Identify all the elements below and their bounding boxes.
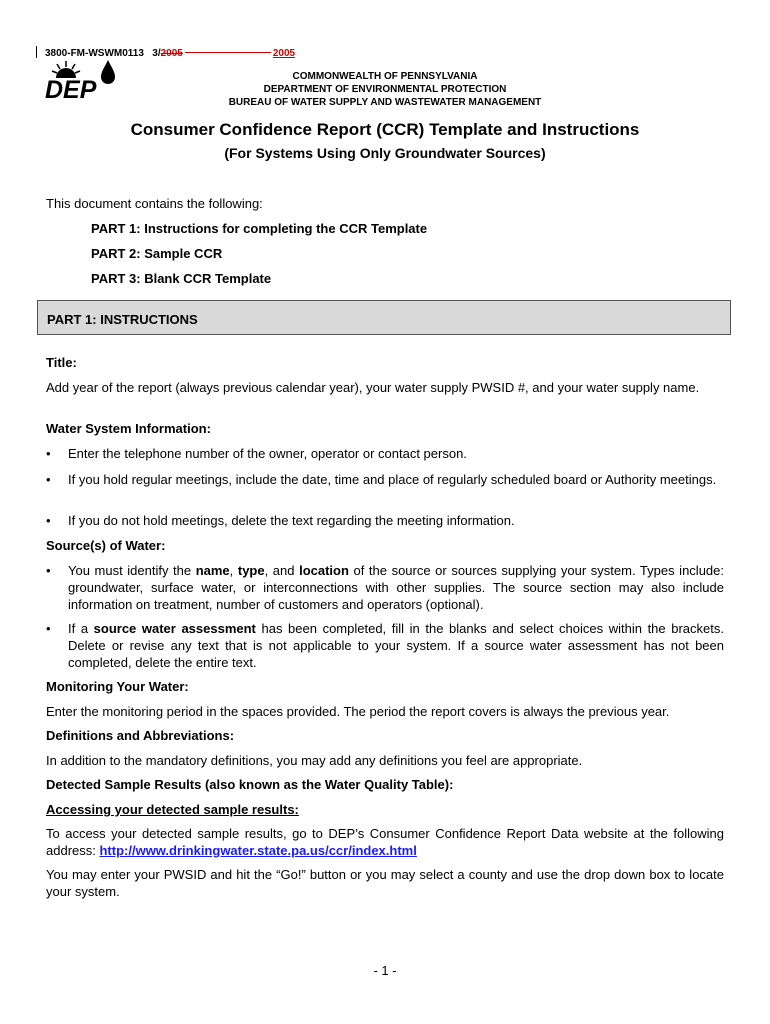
bullet-dot: • [46,513,51,528]
sources-b2-bold: source water assessment [93,621,256,636]
title-instructions: Add year of the report (always previous calendar year), your water supply PWSID #, and your water supply name. [46,380,700,395]
detected-results-heading: Detected Sample Results (also known as the Water Quality Table): [46,777,454,792]
sources-bullet-1 [68,562,724,613]
wsi-bullet-3: If you do not hold meetings, delete the text regarding the meeting information. [68,513,515,528]
monitoring-heading: Monitoring Your Water: [46,679,189,694]
part1-heading: PART 1: INSTRUCTIONS [47,312,198,327]
sources-b1-type: type [237,563,265,578]
bullet-dot: • [46,621,51,636]
agency-line-2: DEPARTMENT OF ENVIRONMENTAL PROTECTION [263,84,507,95]
definitions-text: In addition to the mandatory definitions, you may add any definitions you feel are appropriate. [46,753,583,768]
pwsid-text: You may enter your PWSID and hit the “Go!” button or you may select a county and use the drop down box to locate your system. [46,867,724,899]
wsi-bullet-1: Enter the telephone number of the owner, operator or contact person. [68,446,467,461]
sources-b2-text: has been completed, fill in the blanks and select choices within the brackets. Delete or revise any text that is not applicable to your system. If a source water assessment has not been completed, delete the entire text. [68,621,724,670]
contents-item-part3: PART 3: Blank CCR Template [91,271,272,286]
form-number: 3800-FM-WSWM0113 [45,48,144,59]
revision-bar [36,46,37,58]
revision-line [185,52,271,53]
accessing-results-heading: Accessing your detected sample results: [46,802,299,817]
sources-b1-text: , [229,563,238,578]
bullet-dot: • [46,472,51,487]
date-prefix: 3/ [152,48,161,59]
sources-b1-text: You must identify the [68,563,196,578]
accessing-text-body: To access your detected sample results, go to DEP’s Consumer Confidence Report Data website at the following address: [46,826,724,858]
bullet-dot: • [46,563,51,578]
document-subtitle: (For Systems Using Only Groundwater Sources) [224,145,546,161]
part1-heading-box [37,300,731,335]
agency-line-1: COMMONWEALTH OF PENNSYLVANIA [292,71,478,82]
title-heading: Title: [46,355,77,370]
date-old: 2005 [160,48,183,59]
page-number: - 1 - [373,963,397,978]
sources-b1-text: of the source or sources supplying your system. Types include: groundwater, surface water, or interconnections with other supplies. The source section may also include information on treatment, number of customers and operators (optional). [68,563,724,612]
contents-item-part2: PART 2: Sample CCR [91,246,223,261]
ccr-data-link[interactable]: http://www.drinkingwater.state.pa.us/ccr/index.html [99,843,417,858]
intro-text: This document contains the following: [46,196,263,211]
sources-b1-name: name [195,563,230,578]
sources-b2-text: If a [68,621,94,636]
sources-b1-location: location [299,563,349,578]
contents-item-part1: PART 1: Instructions for completing the CCR Template [91,221,428,236]
agency-line-3: BUREAU OF WATER SUPPLY AND WASTEWATER MANAGEMENT [228,97,542,108]
accessing-text [46,825,724,859]
document-title: Consumer Confidence Report (CCR) Template and Instructions [130,120,640,139]
sources-heading: Source(s) of Water: [46,538,166,553]
sources-bullet-2 [68,620,724,671]
monitoring-text: Enter the monitoring period in the spaces provided. The period the report covers is always the previous year. [46,704,670,719]
water-system-info-heading: Water System Information: [46,421,211,436]
bullet-dot: • [46,446,51,461]
date-new: 2005 [272,48,296,59]
sources-b1-text: , and [264,563,300,578]
logo-text: DEP [45,76,97,100]
wsi-bullet-2: If you hold regular meetings, include the date, time and place of regularly scheduled board or Authority meetings. [68,472,717,487]
definitions-heading: Definitions and Abbreviations: [46,728,235,743]
